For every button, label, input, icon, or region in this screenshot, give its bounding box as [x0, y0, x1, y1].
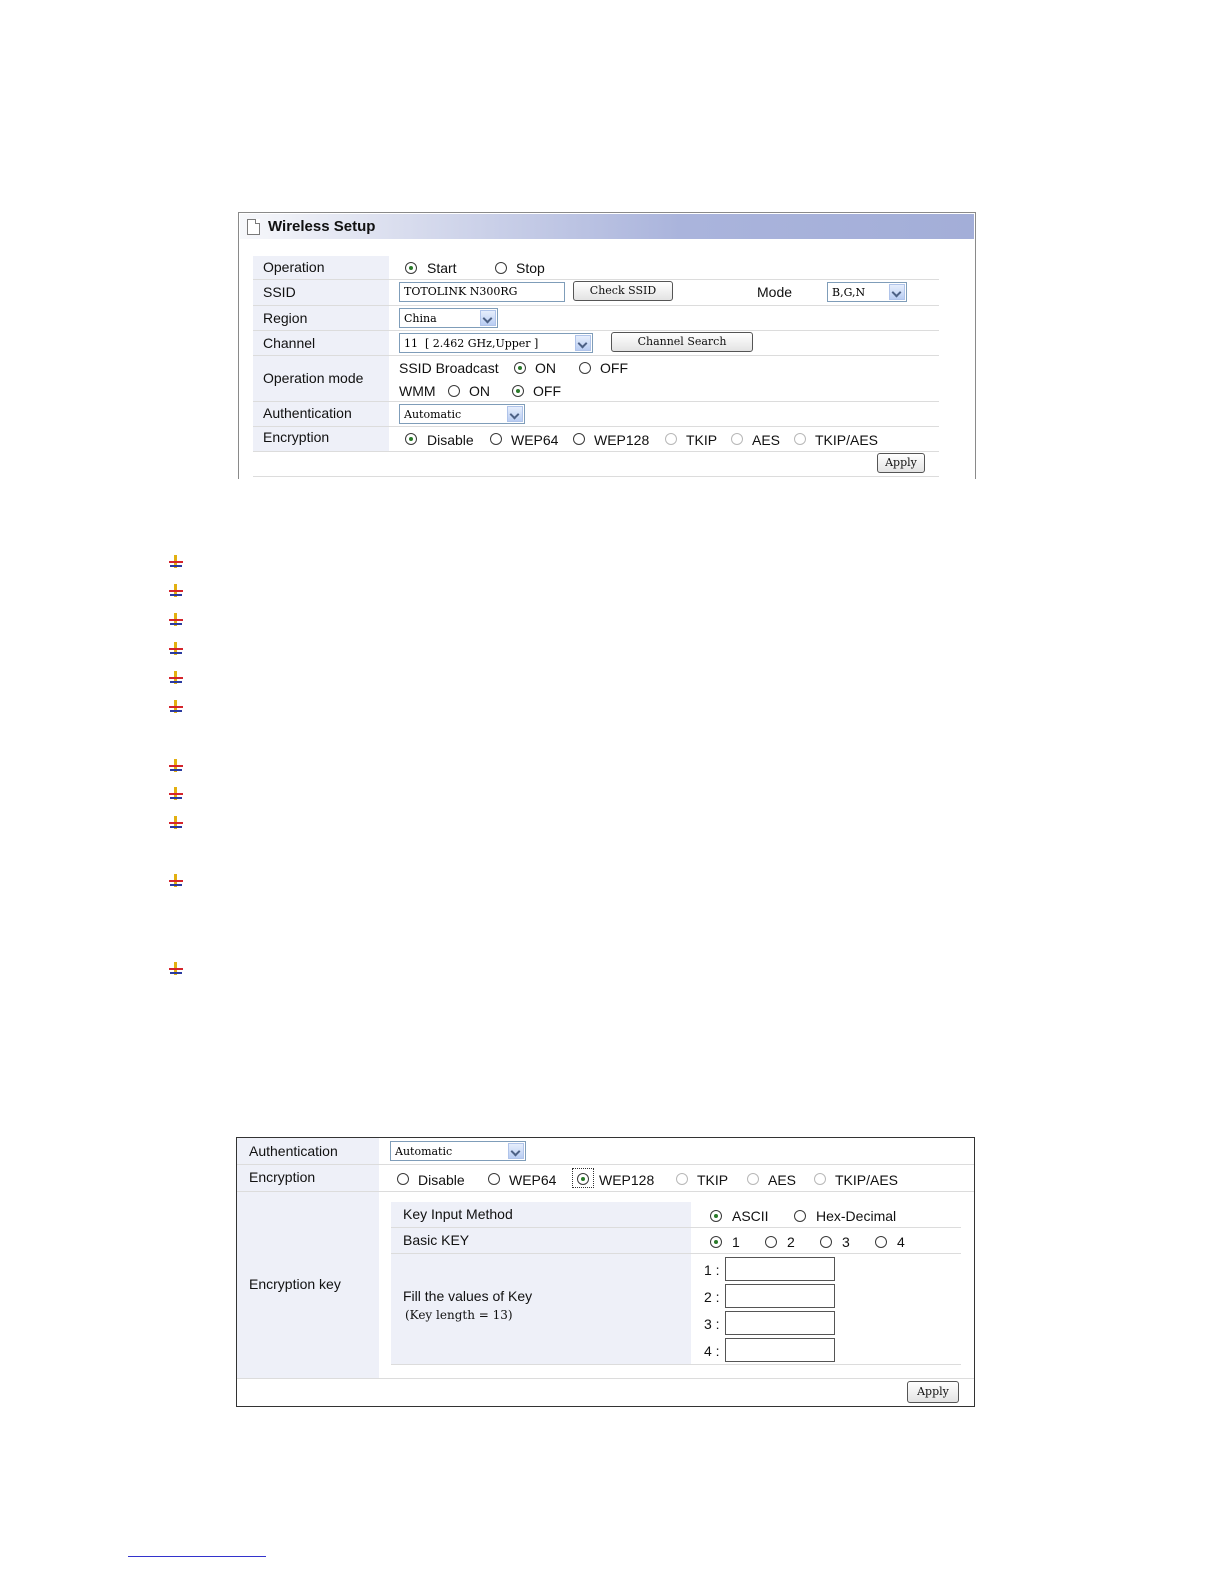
chevron-down-icon [480, 310, 496, 326]
radio-encryption-wep128-2[interactable] [577, 1173, 589, 1185]
encryption-disable-label-2: Disable [418, 1172, 465, 1188]
encryption-aes-label-2: AES [768, 1172, 797, 1188]
channel-select[interactable] [399, 333, 593, 353]
bullet-icon [169, 962, 183, 976]
key-4-label: 4 : [704, 1343, 720, 1359]
row-authentication-2 [237, 1138, 974, 1165]
chevron-down-icon [507, 406, 523, 422]
radio-wmm-on[interactable] [448, 385, 460, 397]
radio-basic-key-2[interactable] [765, 1236, 777, 1248]
radio-key-hex[interactable] [794, 1210, 806, 1222]
basic-key-3-label: 3 [842, 1234, 850, 1250]
channel-label: Channel [263, 335, 316, 351]
bullet-icon [169, 874, 183, 888]
encryption-tkip-aes-label: TKIP/AES [815, 432, 879, 448]
radio-encryption-disable-2[interactable] [397, 1173, 409, 1185]
ssid-label: SSID [263, 284, 296, 300]
row-operation-mode [253, 356, 939, 402]
mode-value: B,G,N [832, 286, 866, 299]
authentication-select-2[interactable] [390, 1141, 526, 1161]
authentication-value: Automatic [404, 408, 462, 421]
bullet-icon [169, 816, 183, 830]
radio-encryption-aes[interactable] [731, 433, 743, 445]
radio-operation-start[interactable] [405, 262, 417, 274]
row-apply [253, 452, 939, 477]
ssid-input[interactable]: TOTOLINK N300RG [399, 282, 565, 302]
operation-mode-label: Operation mode [263, 370, 364, 386]
row-operation [253, 256, 939, 280]
document-icon [247, 219, 260, 235]
encryption-label-2: Encryption [249, 1169, 316, 1185]
key-2-label: 2 : [704, 1289, 720, 1305]
row-authentication [253, 402, 939, 427]
encryption-wep64-label-2: WEP64 [509, 1172, 557, 1188]
region-select[interactable] [399, 308, 498, 328]
radio-encryption-tkip-2[interactable] [676, 1173, 688, 1185]
radio-ssid-broadcast-off[interactable] [579, 362, 591, 374]
bullet-icon [169, 555, 183, 569]
ssid-broadcast-label: SSID Broadcast [399, 360, 499, 376]
panel-title: Wireless Setup [268, 218, 376, 235]
row-region [253, 306, 939, 331]
key-length-note: (Key length = 13) [405, 1308, 513, 1322]
row-channel [253, 331, 939, 356]
encryption-wep128-label-2: WEP128 [599, 1172, 655, 1188]
operation-start-label: Start [427, 260, 457, 276]
apply-button[interactable]: Apply [877, 453, 925, 473]
region-value: China [404, 312, 437, 325]
basic-key-2-label: 2 [787, 1234, 795, 1250]
encryption-wep128-label: WEP128 [594, 432, 650, 448]
row-basic-key [391, 1228, 961, 1254]
bullet-icon [169, 759, 183, 773]
channel-search-button[interactable]: Channel Search [611, 332, 753, 352]
key-input-method-label: Key Input Method [403, 1206, 513, 1222]
encryption-tkip-aes-label-2: TKIP/AES [835, 1172, 899, 1188]
bullet-icon [169, 642, 183, 656]
bullet-icon [169, 671, 183, 685]
key-ascii-label: ASCII [732, 1208, 769, 1224]
radio-encryption-tkip-aes-2[interactable] [814, 1173, 826, 1185]
key-4-input[interactable] [725, 1338, 835, 1362]
basic-key-4-label: 4 [897, 1234, 905, 1250]
bullet-icon [169, 787, 183, 801]
radio-encryption-disable[interactable] [405, 433, 417, 445]
encryption-tkip-label-2: TKIP [697, 1172, 729, 1188]
radio-encryption-tkip[interactable] [665, 433, 677, 445]
operation-stop-label: Stop [516, 260, 545, 276]
chevron-down-icon [889, 284, 905, 300]
key-1-input[interactable] [725, 1257, 835, 1281]
radio-ssid-broadcast-on[interactable] [514, 362, 526, 374]
region-label: Region [263, 310, 308, 326]
basic-key-label: Basic KEY [403, 1232, 470, 1248]
row-encryption [253, 427, 939, 452]
encryption-settings-panel [236, 1137, 975, 1407]
row-ssid [253, 280, 939, 306]
check-ssid-button[interactable]: Check SSID [573, 281, 673, 301]
ssid-broadcast-off-label: OFF [600, 360, 628, 376]
radio-basic-key-4[interactable] [875, 1236, 887, 1248]
encryption-label: Encryption [263, 429, 330, 445]
mode-select[interactable] [827, 282, 907, 302]
row-key-input-method [391, 1202, 961, 1228]
wmm-on-label: ON [469, 383, 490, 399]
chevron-down-icon [508, 1143, 524, 1159]
radio-operation-stop[interactable] [495, 262, 507, 274]
radio-wmm-off[interactable] [512, 385, 524, 397]
apply-button-2[interactable]: Apply [907, 1381, 959, 1403]
basic-key-1-label: 1 [732, 1234, 740, 1250]
mode-label: Mode [757, 284, 793, 300]
ssid-broadcast-on-label: ON [535, 360, 556, 376]
bullet-icon [169, 700, 183, 714]
encryption-disable-label: Disable [427, 432, 474, 448]
panel-header [240, 214, 974, 239]
fill-values-label: Fill the values of Key [403, 1288, 533, 1304]
encryption-key-label: Encryption key [249, 1276, 341, 1292]
radio-encryption-wep64-2[interactable] [488, 1173, 500, 1185]
key-3-input[interactable] [725, 1311, 835, 1335]
encryption-tkip-label: TKIP [686, 432, 718, 448]
radio-basic-key-3[interactable] [820, 1236, 832, 1248]
key-3-label: 3 : [704, 1316, 720, 1332]
operation-label: Operation [263, 259, 325, 275]
authentication-select[interactable] [399, 404, 525, 424]
bullet-icon [169, 584, 183, 598]
radio-basic-key-1[interactable] [710, 1236, 722, 1248]
key-1-label: 1 : [704, 1262, 720, 1278]
bullet-icon [169, 613, 183, 627]
authentication-label: Authentication [263, 405, 352, 421]
wireless-setup-panel [238, 212, 976, 479]
encryption-aes-label: AES [752, 432, 781, 448]
radio-encryption-tkip-aes[interactable] [794, 433, 806, 445]
wmm-label: WMM [399, 383, 436, 399]
key-2-input[interactable] [725, 1284, 835, 1308]
channel-value: 11 [ 2.462 GHz,Upper ] [404, 337, 539, 350]
radio-encryption-aes-2[interactable] [747, 1173, 759, 1185]
footer-link-underline [128, 1556, 266, 1557]
radio-encryption-wep64[interactable] [490, 433, 502, 445]
authentication-label-2: Authentication [249, 1143, 338, 1159]
radio-key-ascii[interactable] [710, 1210, 722, 1222]
row-encryption-2 [237, 1165, 974, 1192]
wmm-off-label: OFF [533, 383, 561, 399]
key-hex-label: Hex-Decimal [816, 1208, 897, 1224]
encryption-wep64-label: WEP64 [511, 432, 559, 448]
authentication-value-2: Automatic [395, 1145, 453, 1158]
row-fill-key-values [391, 1254, 961, 1365]
chevron-down-icon [575, 335, 591, 351]
radio-encryption-wep128[interactable] [573, 433, 585, 445]
row-encryption-key [237, 1192, 974, 1379]
